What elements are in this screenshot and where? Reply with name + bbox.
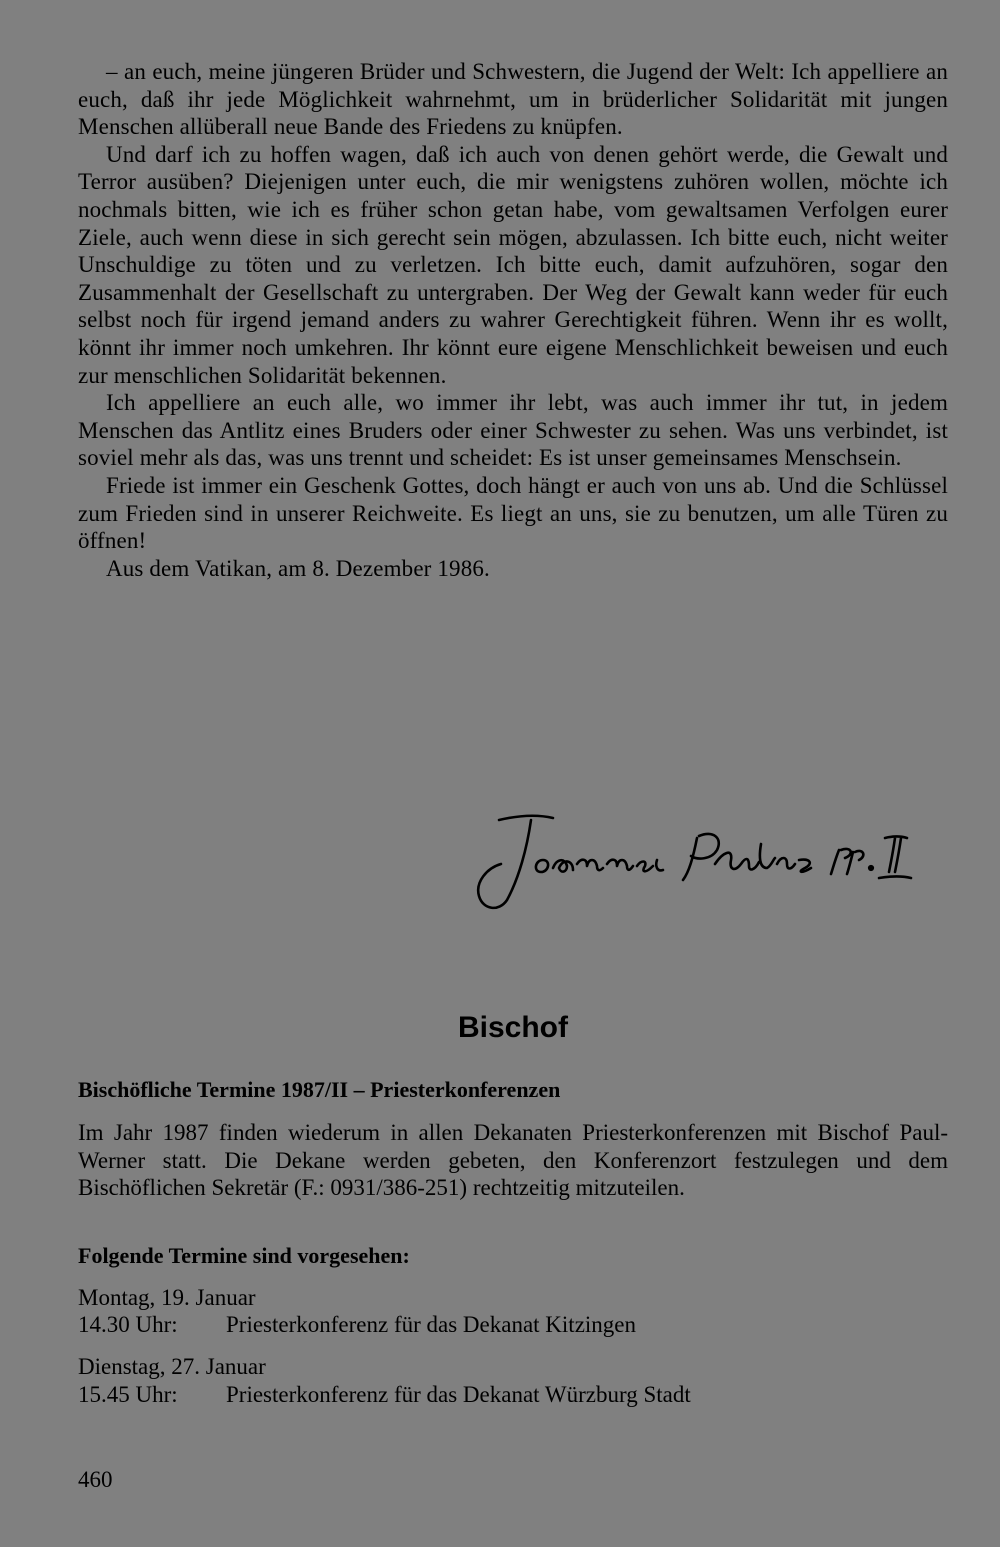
letter-paragraph: Friede ist immer ein Geschenk Gottes, doch hängt er auch von uns ab. Und die Schlüssel zum Frieden sind in unserer Reichweite. Es liegt an uns, sie zu benutzen, um alle Türen zu öffnen! — [78, 472, 948, 554]
schedule-entry — [78, 1284, 948, 1339]
letter-text — [78, 58, 948, 582]
handwritten-signature — [461, 808, 981, 918]
entry-line — [78, 1381, 948, 1409]
letter-paragraph: Und darf ich zu hoffen wagen, daß ich auch von denen gehört werde, die Gewalt und Terror ausüben? Diejenigen unter euch, die mir wenigstens zuhören wollen, möchte ich nochmals bitten, wie ich es früher schon getan habe, vom gewaltsamen Verfolgen eurer Ziele, auch wenn diese in sich gerecht sein mögen, abzulassen. Ich bitte euch, nicht weiter Unschuldige zu töten und zu verletzen. Ich bitte euch, damit aufzuhören, sogar den Zusammenhalt der Gesellschaft zu untergraben. Der Weg der Gewalt kann weder für euch selbst noch für irgend jemand anders zu wahrer Gerechtigkeit führen. Wenn ihr es wollt, könnt ihr immer noch umkehren. Ihr könnt eure eigene Menschlichkeit beweisen und euch zur menschlichen Solidarität bekennen. — [78, 141, 948, 388]
entry-time: 14.30 Uhr: — [78, 1312, 178, 1338]
entry-date: Dienstag, 27. Januar — [78, 1353, 266, 1379]
notice-block — [78, 1076, 948, 1408]
letter-paragraph: Ich appelliere an euch alle, wo immer ihr lebt, was auch immer ihr tut, in jedem Menschen das Antlitz eines Bruders oder einer Schwester zu sehen. Was uns verbindet, ist soviel mehr als das, was uns trennt und scheidet: Es ist unser gemeinsames Menschsein. — [78, 390, 948, 471]
dateline: Aus dem Vatikan, am 8. Dezember 1986. — [106, 555, 490, 581]
entry-description: Priesterkonferenz für das Dekanat Würzburg Stadt — [226, 1381, 691, 1407]
notice-body: Im Jahr 1987 finden wiederum in allen Dekanaten Priesterkonferenzen mit Bischof Paul-Werner statt. Die Dekane werden gebeten, den Konferenzort festzulegen und dem Bischöflichen Sekretär (F.: 0931/386-251) rechtzeitig mitzuteilen. — [78, 1120, 948, 1201]
notice-title: Bischöfliche Termine 1987/II – Priesterkonferenzen — [78, 1077, 561, 1102]
entry-time: 15.45 Uhr: — [78, 1381, 178, 1407]
letter-paragraph: – an euch, meine jüngeren Brüder und Schwestern, die Jugend der Welt: Ich appelliere an euch, daß ihr jede Möglichkeit wahrnehmt, um in brüderlicher Solidarität mit jungen Menschen allüberall neue Bande des Friedens zu knüpfen. — [78, 59, 948, 140]
document-page — [78, 58, 948, 1492]
entry-date: Montag, 19. Januar — [78, 1284, 256, 1310]
entry-line — [78, 1311, 948, 1339]
schedule-entry — [78, 1353, 948, 1408]
section-heading: Bischof — [457, 1011, 568, 1044]
page-number: 460 — [78, 1467, 113, 1492]
schedule-title: Folgende Termine sind vorgesehen: — [78, 1242, 410, 1268]
entry-description: Priesterkonferenz für das Dekanat Kitzingen — [226, 1312, 637, 1338]
